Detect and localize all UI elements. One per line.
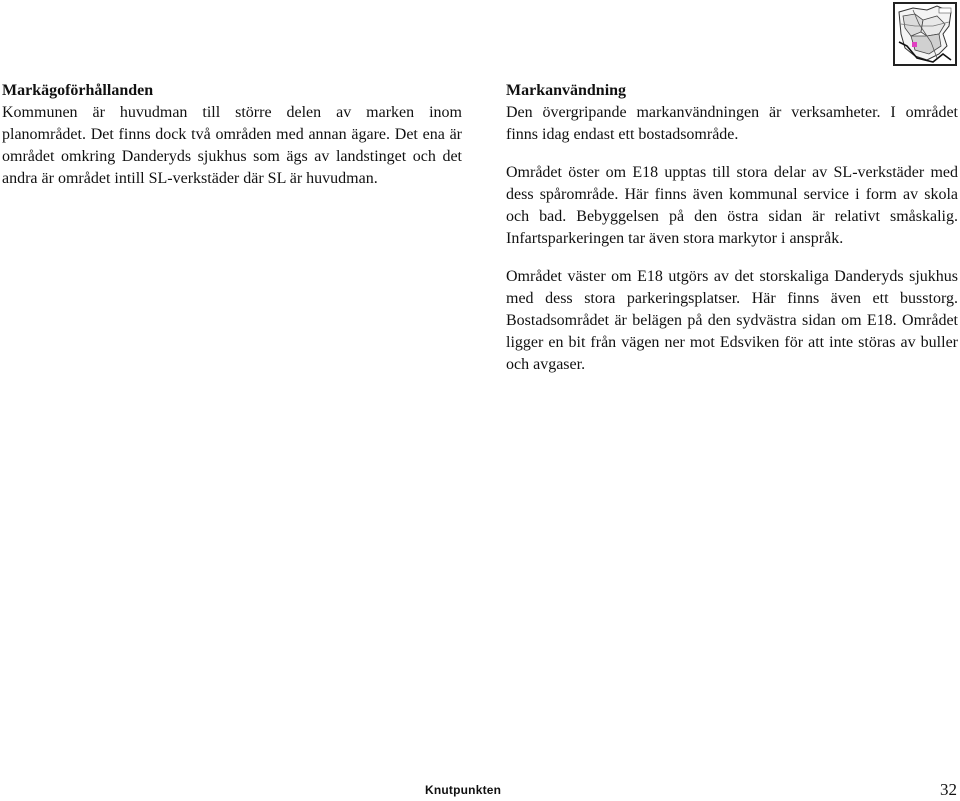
footer-document-name: Knutpunkten bbox=[425, 783, 502, 797]
highlight-marker bbox=[912, 42, 917, 47]
right-column bbox=[506, 80, 958, 392]
paragraph-3: Området väster om E18 utgörs av det storskaliga Danderyds sjukhus med dess stora parkeringsplatser. Här finns även ett busstorg. Bostadsområdet är belägen på den sydvästra sidan om E18. Området ligger en bit från vägen ner mot Edsviken för att inte störas av buller och avgaser. bbox=[506, 268, 958, 373]
location-map-icon bbox=[893, 2, 957, 66]
left-column bbox=[2, 80, 462, 206]
section-heading-markagoforhallanden: Markägoförhållanden bbox=[2, 82, 154, 99]
paragraph-1: Den övergripande markanvändningen är verksamheter. I området finns idag endast ett bostadsområde. bbox=[506, 104, 958, 143]
page-number: 32 bbox=[940, 780, 957, 799]
paragraph: Kommunen är huvudman till större delen av marken inom planområdet. Det finns dock två områden med annan ägare. Det ena är området omkring Danderyds sjukhus som ägs av landstinget och det andra är området intill SL-verkstäder där SL är huvudman. bbox=[2, 104, 462, 187]
section-heading-markanvandning: Markanvändning bbox=[506, 82, 627, 99]
paragraph-2: Området öster om E18 upptas till stora delar av SL-verkstäder med dess spårområde. Här finns även kommunal service i form av skola och bad. Bebyggelsen på den östra sidan är relativt småskalig. Infartsparkeringen tar även stora markytor i anspråk. bbox=[506, 164, 958, 247]
